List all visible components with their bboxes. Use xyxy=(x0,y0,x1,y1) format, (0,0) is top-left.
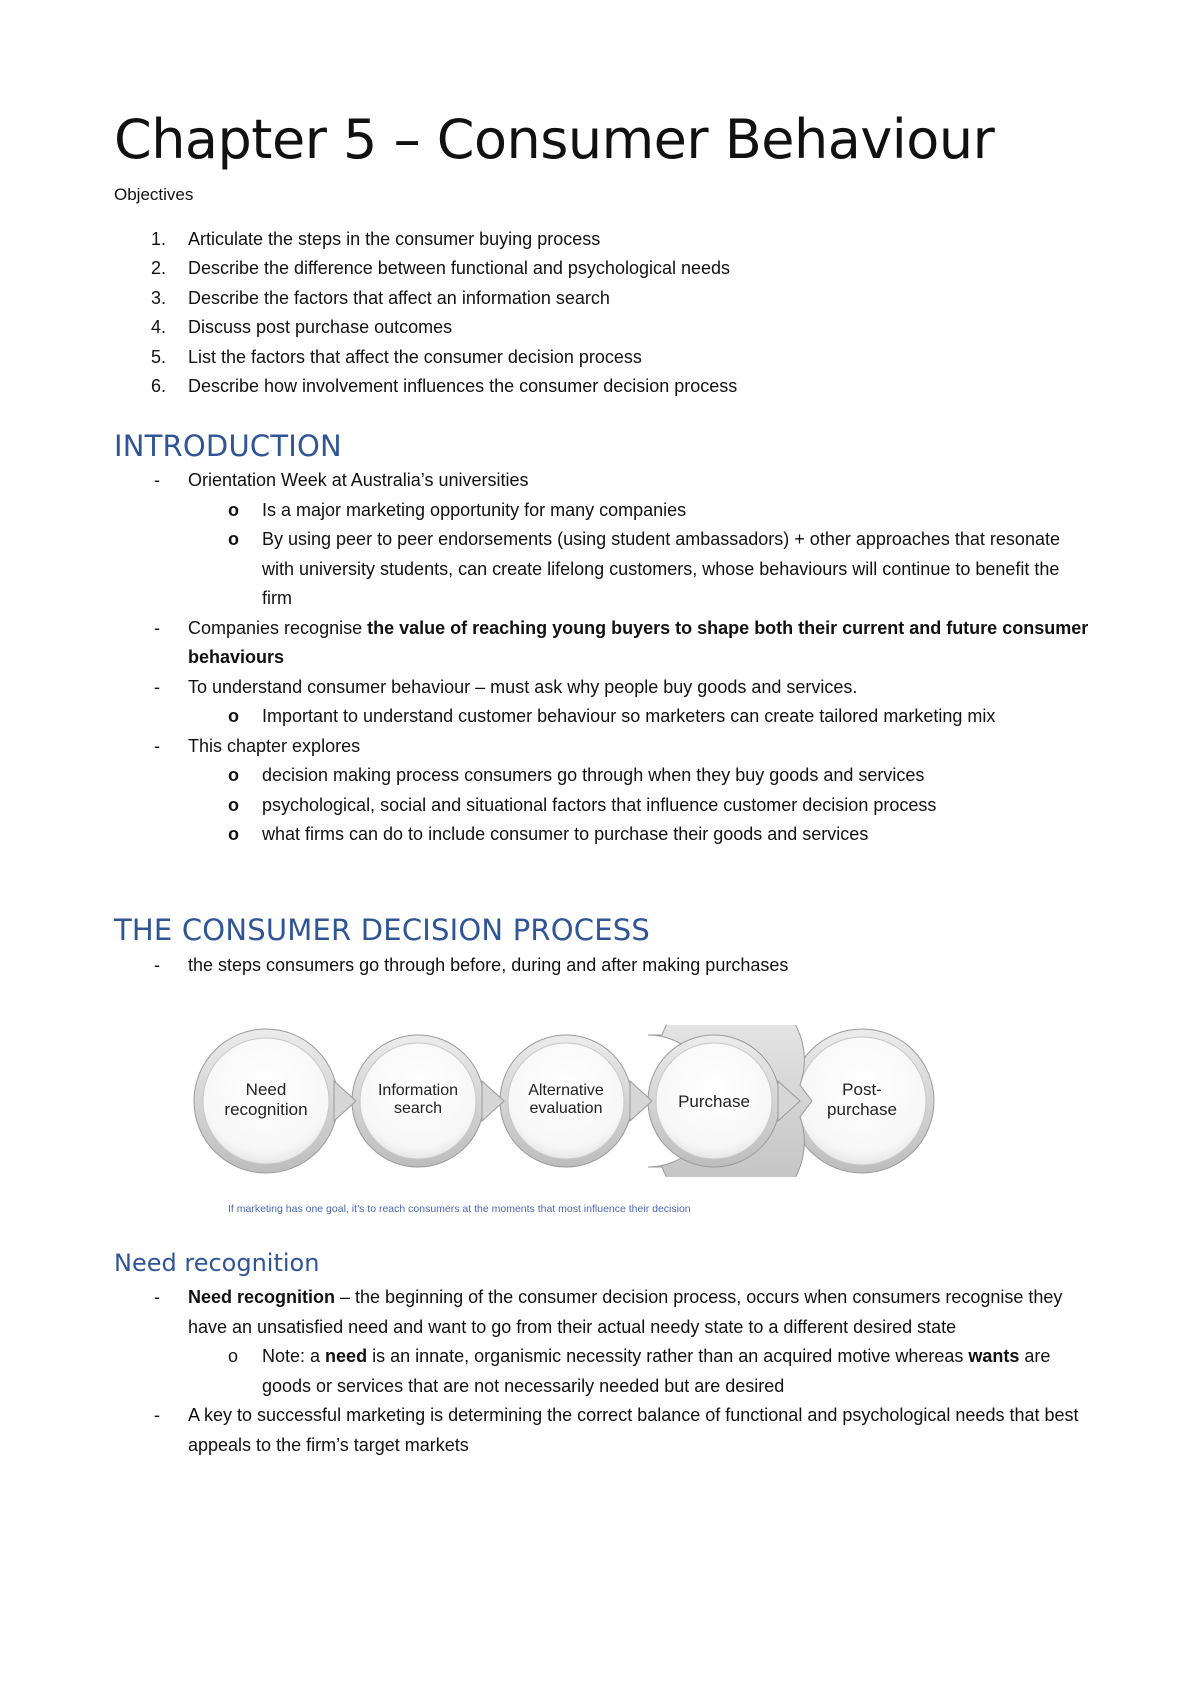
list-item xyxy=(114,951,1094,981)
list-item xyxy=(114,1401,1094,1460)
list-number: 3. xyxy=(151,287,167,308)
item-text: Orientation Week at Australia’s universities xyxy=(188,470,529,490)
step-1-line1: Need xyxy=(245,1080,287,1099)
sub-list-item xyxy=(114,1342,1094,1401)
list-number: 6. xyxy=(151,375,167,396)
bullet-marker: o xyxy=(228,706,239,726)
item-text: Note: a xyxy=(262,1346,326,1366)
item-text: – the beginning of the consumer decision process, occurs when consumers recognise they have an unsatisfied need and want to go from their actual needy state to a different desired state xyxy=(188,1287,1063,1337)
step-2-line1: Information xyxy=(377,1082,459,1099)
dash-marker: - xyxy=(154,617,160,638)
item-text: is an innate, organismic necessity rather than an acquired motive whereas xyxy=(367,1346,969,1366)
item-text: Important to understand customer behaviour so marketers can create tailored marketing mix xyxy=(262,706,996,726)
bullet-marker: o xyxy=(228,1346,239,1366)
sub-list-item xyxy=(114,761,1094,791)
dash-marker: - xyxy=(154,955,160,975)
list-number: 2. xyxy=(151,258,167,279)
item-text: By using peer to peer endorsements (using student ambassadors) + other approaches that resonate with university students, can create lifelong customers, whose behaviours will continue to benefit the firm xyxy=(262,529,1060,608)
bullet-marker: o xyxy=(228,529,239,549)
item-text: Companies recognise xyxy=(188,617,368,638)
item-bold-text: wants xyxy=(968,1346,1020,1366)
need-recognition-list xyxy=(114,1283,1094,1460)
list-text: Discuss post purchase outcomes xyxy=(188,317,453,338)
step-1-line2: recognition xyxy=(224,1100,308,1119)
item-text: This chapter explores xyxy=(188,735,361,756)
list-item xyxy=(114,254,1114,283)
list-item xyxy=(114,732,1094,762)
list-item xyxy=(114,313,1114,342)
page-title: Chapter 5 – Consumer Behaviour xyxy=(114,108,995,171)
list-item xyxy=(114,614,1094,673)
item-text: the steps consumers go through before, during and after making purchases xyxy=(188,955,789,975)
list-number: 1. xyxy=(151,229,167,249)
decision-process-list xyxy=(114,951,1094,981)
step-5-line2: purchase xyxy=(827,1100,897,1119)
list-item xyxy=(114,225,1114,254)
objectives-label: Objectives xyxy=(114,185,194,204)
decision-process-diagram xyxy=(190,1025,944,1177)
sub-list-item xyxy=(114,496,1094,526)
list-item xyxy=(114,284,1114,313)
item-text: are goods or services that are not necessarily needed but are desired xyxy=(262,1346,1051,1396)
decision-process-heading: THE CONSUMER DECISION PROCESS xyxy=(114,913,650,947)
item-text: psychological, social and situational factors that influence customer decision process xyxy=(262,794,937,815)
list-text: Articulate the steps in the consumer buying process xyxy=(188,229,601,249)
item-bold-text: need xyxy=(325,1346,368,1366)
list-item xyxy=(114,372,1114,401)
step-3-line1: Alternative xyxy=(528,1082,604,1099)
dash-marker: - xyxy=(154,735,160,756)
bullet-marker: o xyxy=(228,824,239,844)
objectives-list xyxy=(114,225,1114,401)
list-text: Describe the difference between functional and psychological needs xyxy=(188,258,731,279)
sub-list-item xyxy=(114,702,1094,732)
list-item xyxy=(114,673,1094,703)
dash-marker: - xyxy=(154,676,160,697)
diagram-caption: If marketing has one goal, it’s to reach consumers at the moments that most influence their decision xyxy=(228,1203,691,1215)
sub-list-item xyxy=(114,525,1094,614)
bullet-marker: o xyxy=(228,499,239,520)
step-3-line2: evaluation xyxy=(529,1100,603,1117)
sub-list-item xyxy=(114,791,1094,821)
introduction-heading: INTRODUCTION xyxy=(114,429,342,463)
item-text: what firms can do to include consumer to purchase their goods and services xyxy=(262,824,869,844)
bullet-marker: o xyxy=(228,765,239,785)
list-number: 5. xyxy=(151,346,167,367)
sub-list-item xyxy=(114,820,1094,850)
list-text: Describe the factors that affect an information search xyxy=(188,287,610,308)
list-number: 4. xyxy=(151,317,167,338)
dash-marker: - xyxy=(154,470,160,490)
list-item xyxy=(114,466,1094,496)
introduction-list xyxy=(114,466,1094,850)
list-text: List the factors that affect the consumer decision process xyxy=(188,346,642,367)
list-text: Describe how involvement influences the consumer decision process xyxy=(188,375,738,396)
list-item xyxy=(114,1283,1094,1342)
dash-marker: - xyxy=(154,1287,160,1307)
item-text: To understand consumer behaviour – must ask why people buy goods and services. xyxy=(188,676,858,697)
item-bold-text: the value of reaching young buyers to shape both their current and future consumer behaviours xyxy=(188,617,1089,667)
need-recognition-heading: Need recognition xyxy=(114,1249,320,1277)
dash-marker: - xyxy=(154,1405,160,1425)
step-2-line2: search xyxy=(393,1100,443,1117)
step-5-line1: Post- xyxy=(842,1080,882,1099)
item-text: Is a major marketing opportunity for many companies xyxy=(262,499,687,520)
item-text: A key to successful marketing is determining the correct balance of functional and psychological needs that best appeals to the firm’s target markets xyxy=(188,1405,1079,1455)
item-text: decision making process consumers go through when they buy goods and services xyxy=(262,765,925,785)
step-4-line1: Purchase xyxy=(678,1092,750,1111)
list-item xyxy=(114,343,1114,372)
item-bold-text: Need recognition xyxy=(188,1287,336,1307)
bullet-marker: o xyxy=(228,794,239,815)
